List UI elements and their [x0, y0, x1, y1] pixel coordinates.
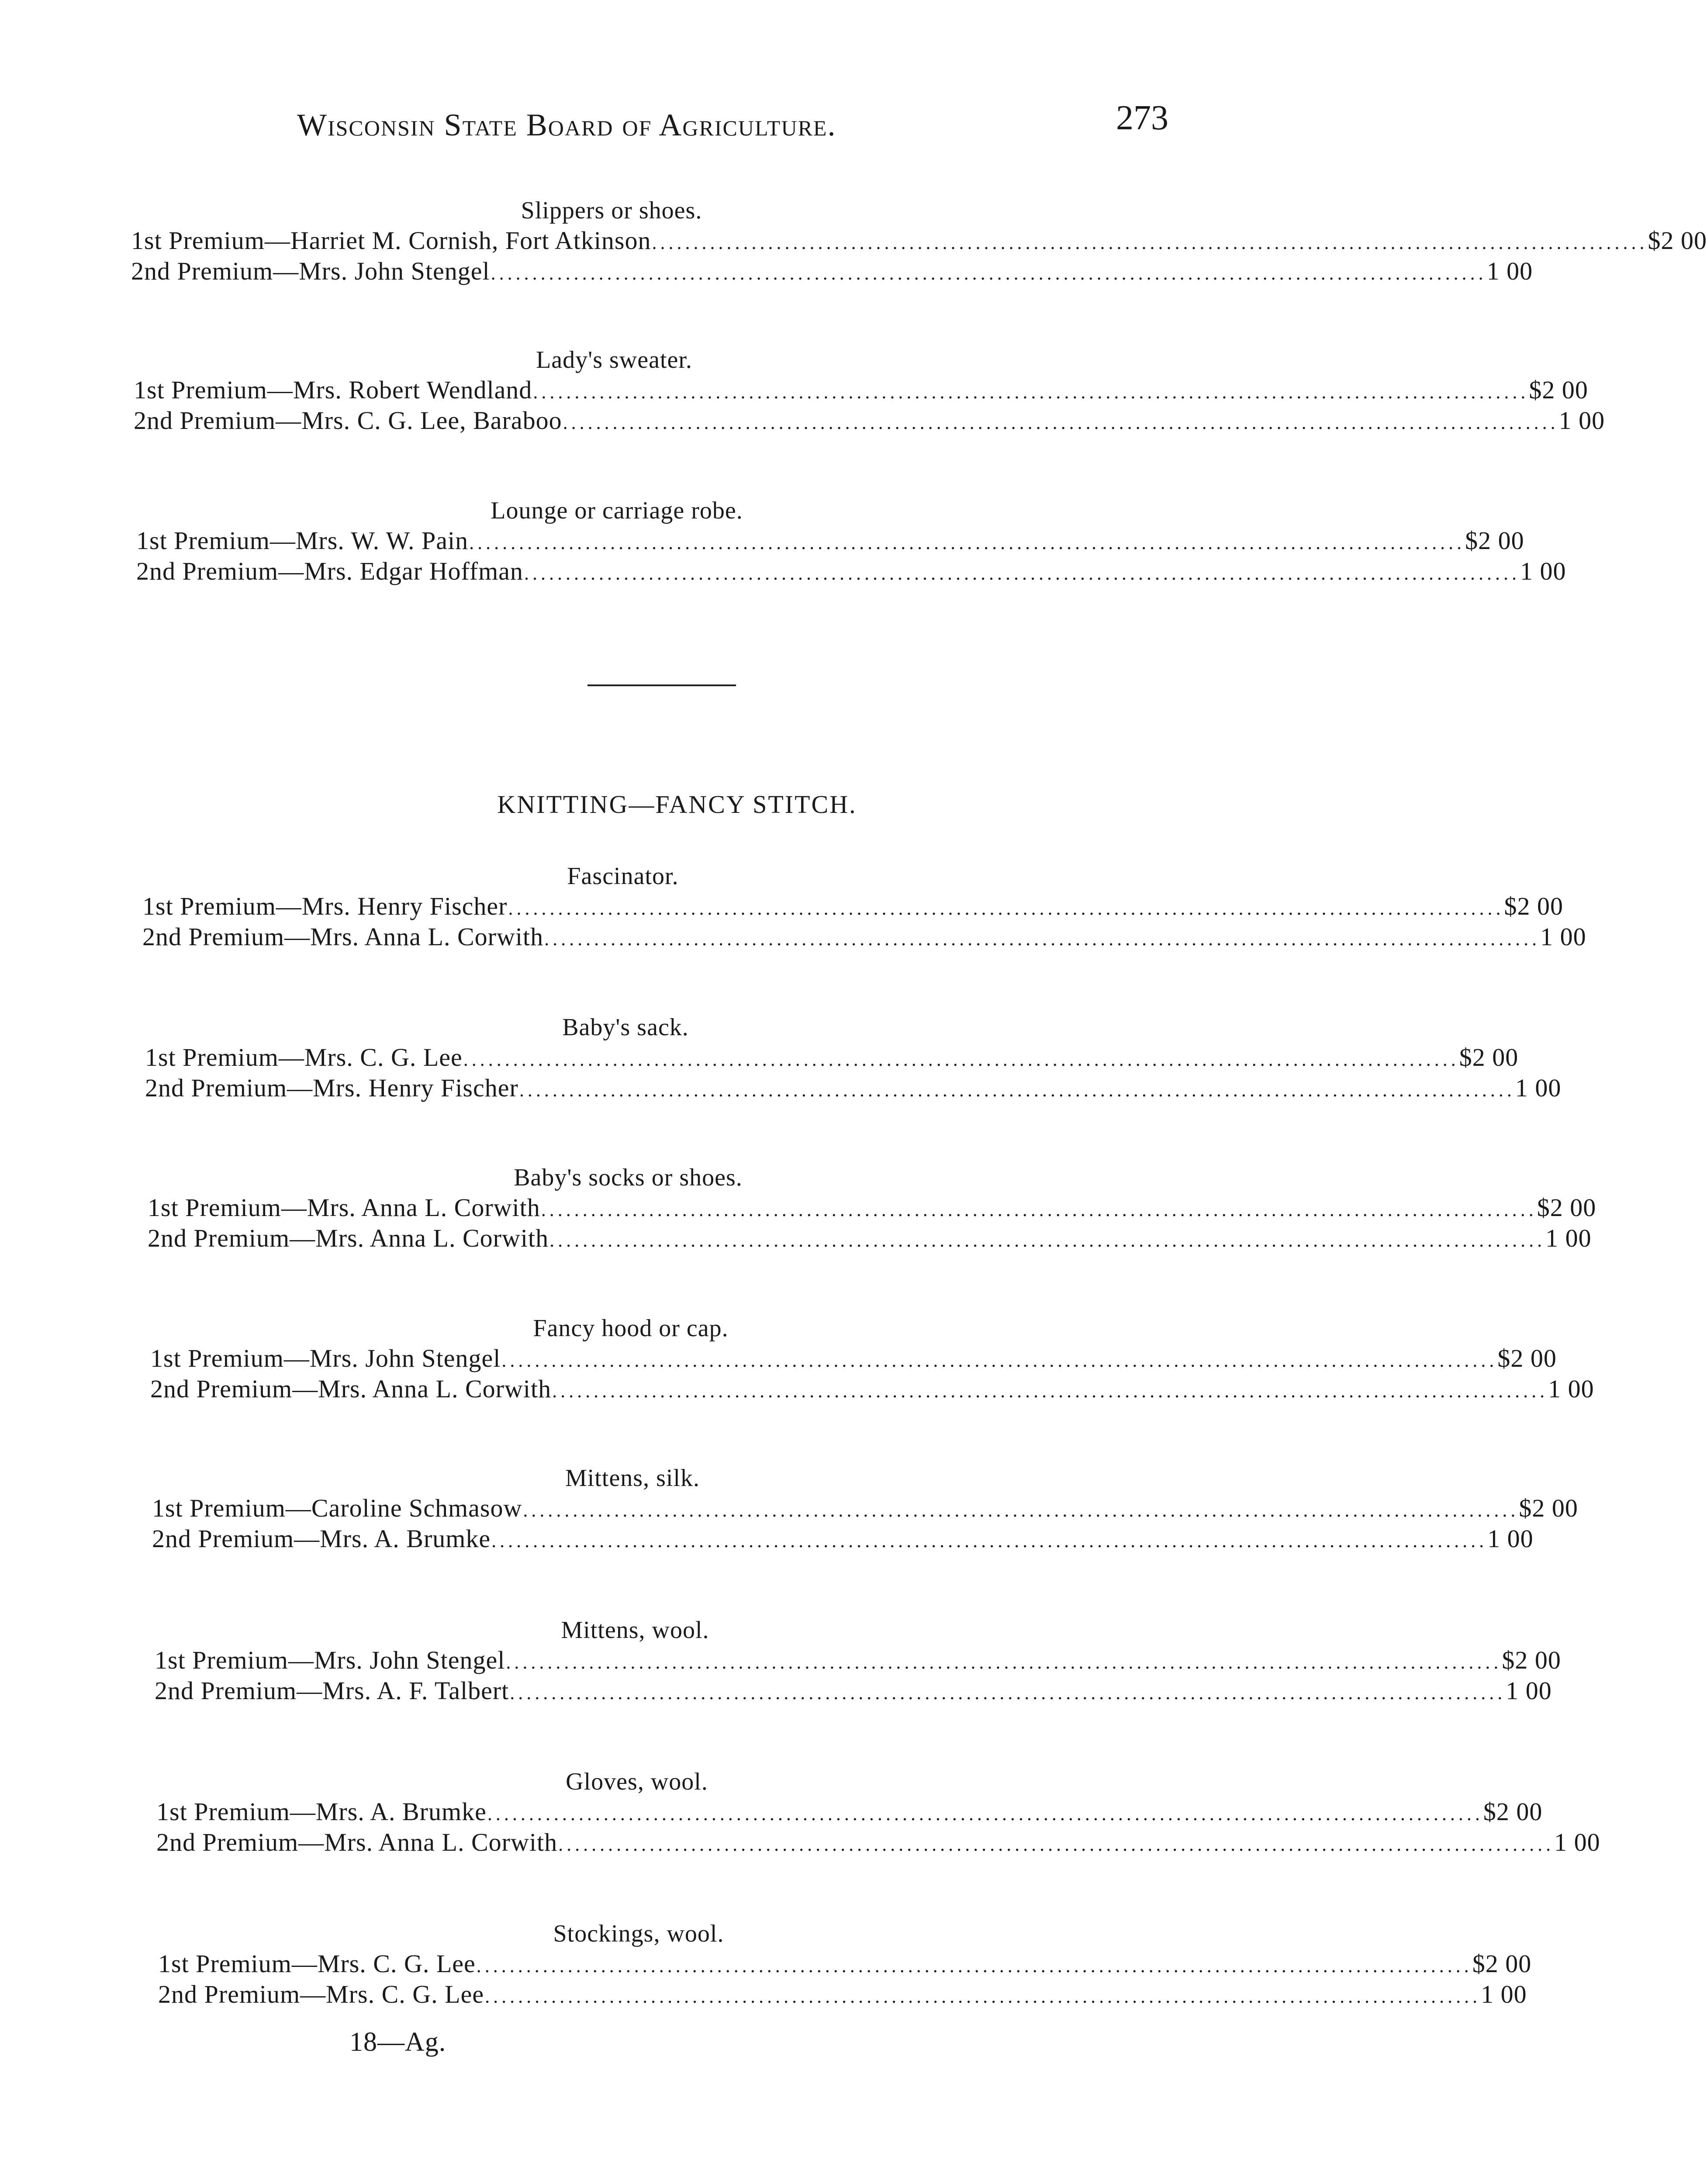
- entry-amount: 1 00: [1540, 923, 1586, 951]
- entry-text: 2nd Premium—Mrs. Anna L. Corwith: [150, 1375, 552, 1403]
- entry-amount: $2 00: [1465, 526, 1524, 555]
- entry-amount: 1 00: [1515, 1074, 1562, 1102]
- entry-text: 2nd Premium—Mrs. C. G. Lee: [158, 1980, 484, 2008]
- premium-entry: [150, 1374, 1594, 1404]
- premium-section: [142, 861, 1586, 952]
- premium-entry: [145, 1073, 1562, 1103]
- entry-text: 2nd Premium—Mrs. Anna L. Corwith: [148, 1224, 549, 1252]
- premium-entry: [134, 405, 1605, 436]
- entry-text: 2nd Premium—Mrs. John Stengel: [131, 257, 490, 285]
- entry-text: 1st Premium—Harriet M. Cornish, Fort Atkinson: [131, 226, 651, 255]
- entry-amount: $2 00: [1537, 1193, 1596, 1222]
- leader-dots: ........................................................................................................................: [552, 1380, 1548, 1402]
- entry-amount: $2 00: [1497, 1344, 1557, 1372]
- entry-amount: 1 00: [1558, 406, 1605, 435]
- premium-section: [158, 1919, 1532, 2010]
- leader-dots: ........................................................................................................................: [558, 1834, 1555, 1855]
- premium-entry: [136, 556, 1566, 587]
- entry-amount: 1 00: [1506, 1676, 1552, 1705]
- entry-amount: $2 00: [1472, 1949, 1532, 1978]
- leader-dots: ........................................................................................................................: [487, 1803, 1483, 1825]
- premium-entry: [148, 1223, 1592, 1254]
- leader-dots: ........................................................................................................................: [544, 928, 1541, 950]
- premium-entry: [155, 1676, 1552, 1706]
- category-title: Mittens, wool.: [561, 1617, 709, 1644]
- signature-mark: 18—Ag.: [349, 2027, 446, 2057]
- leader-dots: ........................................................................................................................: [523, 1500, 1519, 1521]
- entry-amount: 1 00: [1548, 1375, 1594, 1403]
- leader-dots: ........................................................................................................................: [510, 1682, 1506, 1704]
- premium-entry: [134, 375, 1588, 405]
- category-title: Baby's sack.: [562, 1014, 689, 1041]
- section-divider: [587, 684, 736, 686]
- leader-dots: ........................................................................................................................: [549, 1230, 1546, 1251]
- leader-dots: ........................................................................................................................: [563, 412, 1559, 433]
- premium-entry: [142, 891, 1563, 922]
- running-head: Wisconsin State Board of Agriculture.: [297, 107, 836, 142]
- premium-section: [152, 1463, 1578, 1554]
- entry-text: 2nd Premium—Mrs. Anna L. Corwith: [142, 923, 544, 951]
- category-title: Lady's sweater.: [536, 346, 692, 373]
- premium-entry: [158, 1979, 1527, 2010]
- premium-entry: [152, 1524, 1534, 1554]
- entry-amount: $2 00: [1648, 226, 1707, 255]
- premium-entry: [145, 1042, 1519, 1073]
- leader-dots: ........................................................................................................................: [469, 532, 1465, 553]
- entry-text: 1st Premium—Mrs. John Stengel: [150, 1344, 501, 1372]
- entry-amount: 1 00: [1520, 557, 1566, 585]
- leader-dots: ........................................................................................................................: [463, 1049, 1459, 1070]
- entry-amount: 1 00: [1481, 1980, 1527, 2008]
- premium-section: [131, 196, 1707, 287]
- category-title: Gloves, wool.: [566, 1768, 708, 1795]
- leader-dots: ........................................................................................................................: [541, 1199, 1537, 1220]
- leader-dots: ........................................................................................................................: [485, 1986, 1481, 2007]
- premium-entry: [142, 922, 1586, 952]
- premium-section: [148, 1163, 1596, 1254]
- entry-text: 1st Premium—Caroline Schmasow: [152, 1494, 522, 1522]
- entry-amount: 1 00: [1486, 257, 1533, 285]
- premium-section: [155, 1615, 1561, 1706]
- entry-amount: $2 00: [1502, 1646, 1561, 1674]
- entry-amount: $2 00: [1483, 1797, 1543, 1826]
- premium-entry: [131, 225, 1707, 256]
- category-title: Baby's socks or shoes.: [514, 1164, 743, 1191]
- entry-amount: 1 00: [1545, 1224, 1592, 1252]
- leader-dots: ........................................................................................................................: [533, 381, 1529, 403]
- leader-dots: ........................................................................................................................: [508, 898, 1504, 919]
- leader-dots: ........................................................................................................................: [519, 1079, 1515, 1101]
- section-heading: KNITTING—FANCY STITCH.: [497, 790, 857, 819]
- page-number: 273: [1116, 99, 1168, 137]
- entry-text: 2nd Premium—Mrs. Henry Fischer: [145, 1074, 518, 1102]
- leader-dots: ........................................................................................................................: [524, 563, 1520, 584]
- entry-amount: 1 00: [1554, 1828, 1600, 1856]
- premium-section: [136, 496, 1566, 587]
- premium-entry: [156, 1827, 1600, 1858]
- premium-entry: [158, 1949, 1532, 1979]
- premium-entry: [155, 1645, 1561, 1676]
- entry-amount: $2 00: [1459, 1043, 1519, 1071]
- premium-entry: [148, 1192, 1596, 1223]
- entry-text: 2nd Premium—Mrs. A. Brumke: [152, 1524, 491, 1553]
- leader-dots: ........................................................................................................................: [501, 1350, 1498, 1371]
- entry-text: 2nd Premium—Mrs. A. F. Talbert: [155, 1676, 509, 1705]
- category-title: Lounge or carriage robe.: [491, 497, 743, 524]
- premium-entry: [156, 1797, 1543, 1827]
- category-title: Mittens, silk.: [565, 1465, 700, 1492]
- category-title: Fascinator.: [567, 863, 679, 890]
- leader-dots: ........................................................................................................................: [652, 232, 1648, 253]
- premium-section: [134, 345, 1605, 436]
- entry-amount: $2 00: [1504, 892, 1563, 920]
- premium-entry: [150, 1343, 1557, 1374]
- entry-amount: $2 00: [1529, 376, 1588, 404]
- entry-amount: 1 00: [1487, 1524, 1534, 1553]
- entry-amount: $2 00: [1519, 1494, 1578, 1522]
- entry-text: 2nd Premium—Mrs. Edgar Hoffman: [136, 557, 523, 585]
- entry-text: 1st Premium—Mrs. Robert Wendland: [134, 376, 532, 404]
- entry-text: 1st Premium—Mrs. Anna L. Corwith: [148, 1193, 540, 1222]
- premium-entry: [136, 525, 1524, 556]
- premium-entry: [152, 1493, 1578, 1524]
- leader-dots: ........................................................................................................................: [506, 1652, 1502, 1673]
- entry-text: 1st Premium—Mrs. C. G. Lee: [158, 1949, 476, 1978]
- leader-dots: ........................................................................................................................: [491, 1530, 1488, 1552]
- leader-dots: ........................................................................................................................: [491, 263, 1487, 284]
- entry-text: 1st Premium—Mrs. W. W. Pain: [136, 526, 469, 555]
- premium-section: [145, 1013, 1562, 1103]
- entry-text: 1st Premium—Mrs. C. G. Lee: [145, 1043, 463, 1071]
- premium-entry: [131, 256, 1533, 287]
- entry-text: 2nd Premium—Mrs. C. G. Lee, Baraboo: [134, 406, 562, 435]
- premium-section: [150, 1313, 1594, 1404]
- premium-section: [156, 1767, 1600, 1858]
- category-title: Slippers or shoes.: [521, 197, 702, 224]
- entry-text: 2nd Premium—Mrs. Anna L. Corwith: [156, 1828, 558, 1856]
- leader-dots: ........................................................................................................................: [476, 1955, 1472, 1977]
- entry-text: 1st Premium—Mrs. Henry Fischer: [142, 892, 508, 920]
- entry-text: 1st Premium—Mrs. John Stengel: [155, 1646, 505, 1674]
- category-title: Fancy hood or cap.: [533, 1315, 729, 1342]
- category-title: Stockings, wool.: [553, 1920, 724, 1947]
- entry-text: 1st Premium—Mrs. A. Brumke: [156, 1797, 487, 1826]
